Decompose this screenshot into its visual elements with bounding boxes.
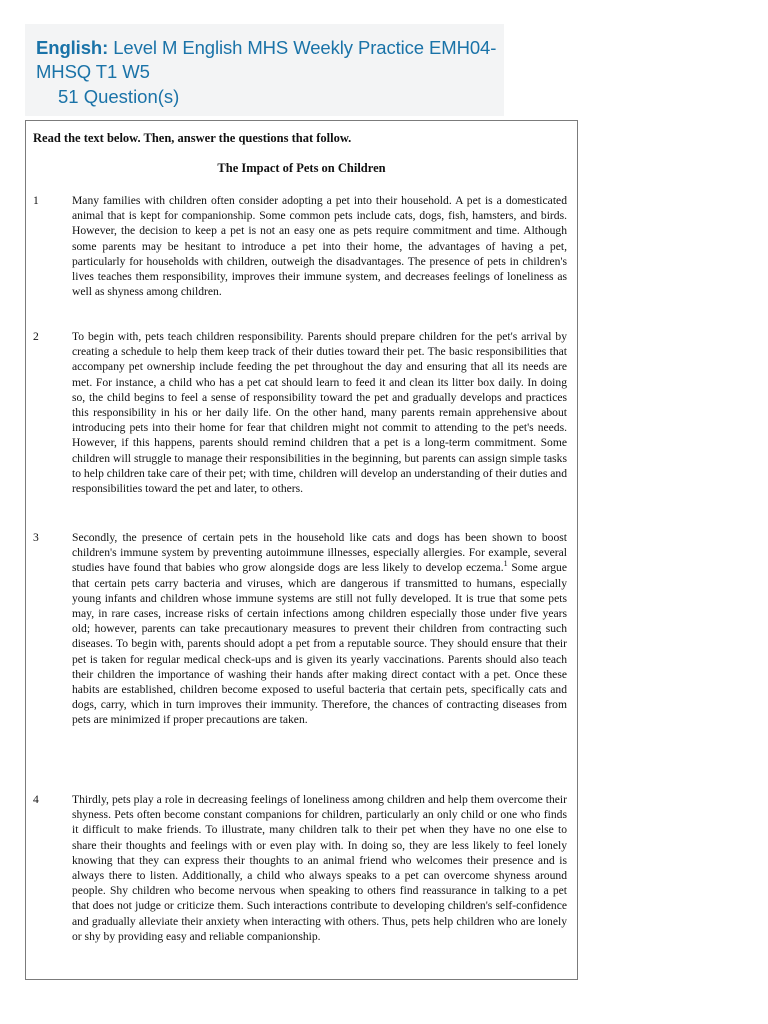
subject-label: English: bbox=[36, 37, 109, 58]
paragraph-text-part: Secondly, the presence of certain pets in the household like cats and dogs has been shown to boost children's immune system by preventing autoimmune illnesses, especially allergies. For example, several studies have found that babies who grow alongside dogs are less likely to develop eczema. bbox=[72, 531, 567, 575]
paragraph-number: 3 bbox=[33, 531, 39, 544]
paragraph-number: 2 bbox=[33, 330, 39, 343]
assignment-header bbox=[25, 24, 504, 116]
reading-passage bbox=[25, 120, 578, 980]
paragraph-4 bbox=[33, 792, 567, 944]
paragraph-2 bbox=[33, 329, 567, 496]
paragraph-number: 4 bbox=[33, 793, 39, 806]
paragraph-number: 1 bbox=[33, 194, 39, 207]
assignment-title bbox=[36, 36, 504, 60]
passage-instructions: Read the text below. Then, answer the questions that follow. bbox=[33, 131, 352, 145]
paragraph-text: Many families with children often consider adopting a pet into their household. A pet is a domesticated animal that is kept for companionship. Some common pets include cats, dogs, fish, hamsters, and birds. However, the decision to keep a pet is not an easy one as pets require commitment and time. Although some parents may be hesitant to introduce a pet into their home, the advantages of having a pet, particularly for households with children, outweigh the disadvantages. The presence of pets in children's lives teaches them responsibility, improves their immune system, and decreases feelings of loneliness as well as shyness among children. bbox=[72, 194, 567, 299]
paragraph-3 bbox=[33, 530, 567, 728]
assignment-title-line1: Level M English MHS Weekly Practice EMH04- bbox=[108, 37, 497, 58]
paragraph-text: Thirdly, pets play a role in decreasing feelings of loneliness among children and help them overcome their shyness. Pets often become constant companions for children, particularly an only child or one who finds it difficult to make friends. To illustrate, many children talk to their pet when they have no one else to share their thoughts and feelings with or even play with. In doing so, they are less likely to feel lonely knowing that they can express their thoughts to an animal friend who welcomes their presence and is always there to listen. Additionally, a child who always speaks to a pet can overcome shyness around people. Shy children who become nervous when speaking to others find reassurance in talking to a pet that does not judge or criticize them. Such interactions contribute to developing children's self-confidence and gradually alleviate their anxiety when interacting with others. Thus, pets help children who are lonely or shy by providing easy and reliable companionship. bbox=[72, 793, 567, 943]
paragraph-text: To begin with, pets teach children responsibility. Parents should prepare children for the pet's arrival by creating a schedule to help them keep track of their duties toward their pet. The basic responsibilities that accompany pet ownership include feeding the pet throughout the day and ensuring that all its needs are met. For instance, a child who has a pet cat should learn to feed it and clean its litter box daily. In doing so, the child begins to feel a sense of responsibility toward the pet and gradually develops and practices this responsibility in his or her daily life. On the other hand, many parents remain apprehensive about introducing pets into their home for fear that children might not commit to attending to the pet's needs. However, if this happens, parents should remind children that a pet is a long-term commitment. Some children will struggle to manage their responsibilities in the beginning, but parents can assign simple tasks to help children take care of their pet; with time, children will develop an understanding of their duties and responsibilities toward the pet and later, to others. bbox=[72, 330, 567, 496]
assignment-title-line2: MHSQ T1 W5 bbox=[36, 61, 150, 82]
question-count: 51 Question(s) bbox=[58, 86, 180, 107]
paragraph-text bbox=[72, 530, 567, 728]
paragraph-text-part: Some argue that certain pets carry bacteria and viruses, which are dangerous if transmitted to humans, especially young infants and children whose immune systems are still not fully developed. It is true that some pets may, in rare cases, increase risks of certain infections among children especially those under five years old; however, parents can take precautionary measures to prevent their children from contracting such diseases. To begin with, parents should adopt a pet from a reputable source. They should ensure that their pet is taken for regular medical check-ups and is given its yearly vaccinations. Parents should also teach their children the importance of washing their hands after making direct contact with a pet. Once these habits are established, children become exposed to useful bacteria that certain pets, specifically cats and dogs, carry, which in turn improves their immunity. Therefore, the chances of contracting diseases from pets are minimized if proper precautions are taken. bbox=[72, 561, 567, 727]
footnote-marker: 1 bbox=[503, 559, 508, 569]
passage-title: The Impact of Pets on Children bbox=[217, 161, 386, 175]
paragraph-1 bbox=[33, 193, 567, 299]
